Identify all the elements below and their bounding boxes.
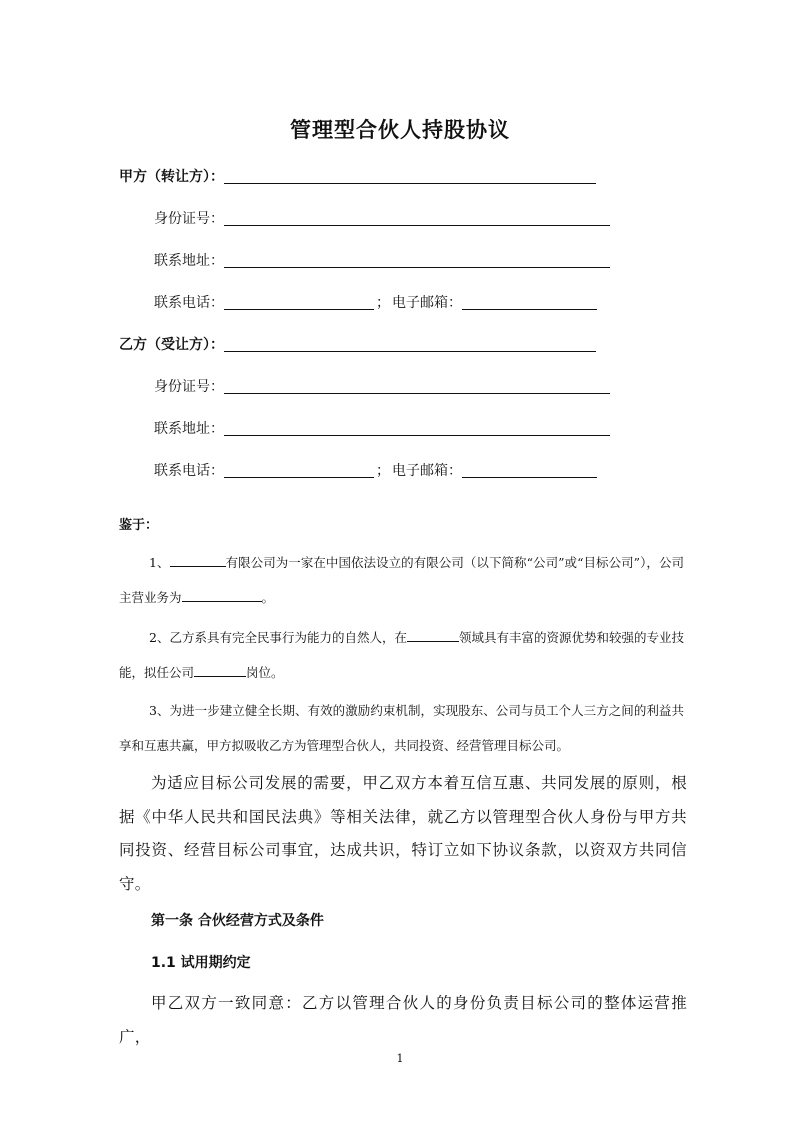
party-b-address-label: 联系地址：: [154, 421, 224, 437]
position-blank[interactable]: [194, 662, 246, 677]
recital-1-text: 有限公司为一家在中国依法设立的有限公司（以下简称“公司”或“目标公司”），公司主营业务为: [119, 555, 684, 605]
party-b-id-blank[interactable]: [224, 376, 610, 394]
party-b-id-label: 身份证号：: [154, 379, 224, 395]
party-b-phone-blank[interactable]: [224, 460, 374, 478]
party-a-phone-label: 联系电话：: [154, 295, 224, 311]
party-b-label: 乙方（受让方）：: [119, 337, 224, 353]
party-a-email-label: 电子邮箱：: [392, 295, 462, 311]
party-a-id-row: [154, 206, 610, 228]
document-title: 管理型合伙人持股协议: [290, 118, 510, 142]
recital-3: 3、为进一步建立健全长期、有效的激励约束机制，实现股东、公司与员工个人三方之间的利益共享和互惠共赢，甲方拟吸收乙方为管理型合伙人，共同投资、经营管理目标公司。: [119, 703, 684, 753]
separator: ；: [376, 295, 390, 311]
party-b-address-row: [154, 416, 610, 438]
party-b-id-row: [154, 374, 610, 396]
party-a-contact-row: [154, 290, 597, 312]
separator: ；: [376, 463, 390, 479]
party-a-name-blank[interactable]: [224, 166, 596, 184]
company-name-blank[interactable]: [170, 552, 226, 567]
article-1-heading: 第一条 合伙经营方式及条件: [151, 913, 324, 929]
party-a-email-blank[interactable]: [462, 292, 597, 310]
party-a-id-label: 身份证号：: [154, 211, 224, 227]
recital-2: [119, 620, 684, 690]
party-a-address-label: 联系地址：: [154, 253, 224, 269]
whereas-heading: 鉴于：: [119, 518, 159, 533]
party-a-id-blank[interactable]: [224, 208, 610, 226]
party-a-row: [119, 164, 596, 186]
party-b-phone-label: 联系电话：: [154, 463, 224, 479]
party-b-email-blank[interactable]: [462, 460, 597, 478]
page-number: 1: [396, 1052, 404, 1065]
recital-1-number: 1、: [149, 555, 170, 570]
party-b-contact-row: [154, 458, 597, 480]
recital-2-text-c: 岗位。: [246, 665, 284, 680]
party-a-address-blank[interactable]: [224, 250, 610, 268]
section-1-1-text: 甲乙双方一致同意：乙方以管理合伙人的身份负责目标公司的整体运营推广，: [119, 994, 687, 1046]
party-a-address-row: [154, 248, 610, 270]
recital-1: [119, 545, 684, 615]
party-b-name-blank[interactable]: [224, 334, 596, 352]
party-a-label: 甲方（转让方）：: [119, 169, 224, 185]
section-1-1-heading: 1.1 试用期约定: [151, 955, 251, 971]
party-b-email-label: 电子邮箱：: [392, 463, 462, 479]
party-a-phone-blank[interactable]: [224, 292, 374, 310]
party-b-address-blank[interactable]: [224, 418, 610, 436]
field-blank[interactable]: [407, 627, 459, 642]
recital-2-text-b: 领域具有丰富的资源优势和较强的专业技能，拟任公司: [119, 630, 684, 680]
party-b-row: [119, 332, 596, 354]
recital-1-end: 。: [261, 590, 275, 605]
preamble-paragraph: 为适应目标公司发展的需要，甲乙双方本着互信互惠、共同发展的原则，根据《中华人民共和国民法典》等相关法律，就乙方以管理型合伙人身份与甲方共同投资、经营目标公司事宜，达成共识，特订立如下协议条款，以资双方共同信守。: [119, 774, 687, 893]
main-business-blank[interactable]: [182, 587, 262, 602]
recital-2-text-a: 2、乙方系具有完全民事行为能力的自然人，在: [149, 630, 407, 645]
